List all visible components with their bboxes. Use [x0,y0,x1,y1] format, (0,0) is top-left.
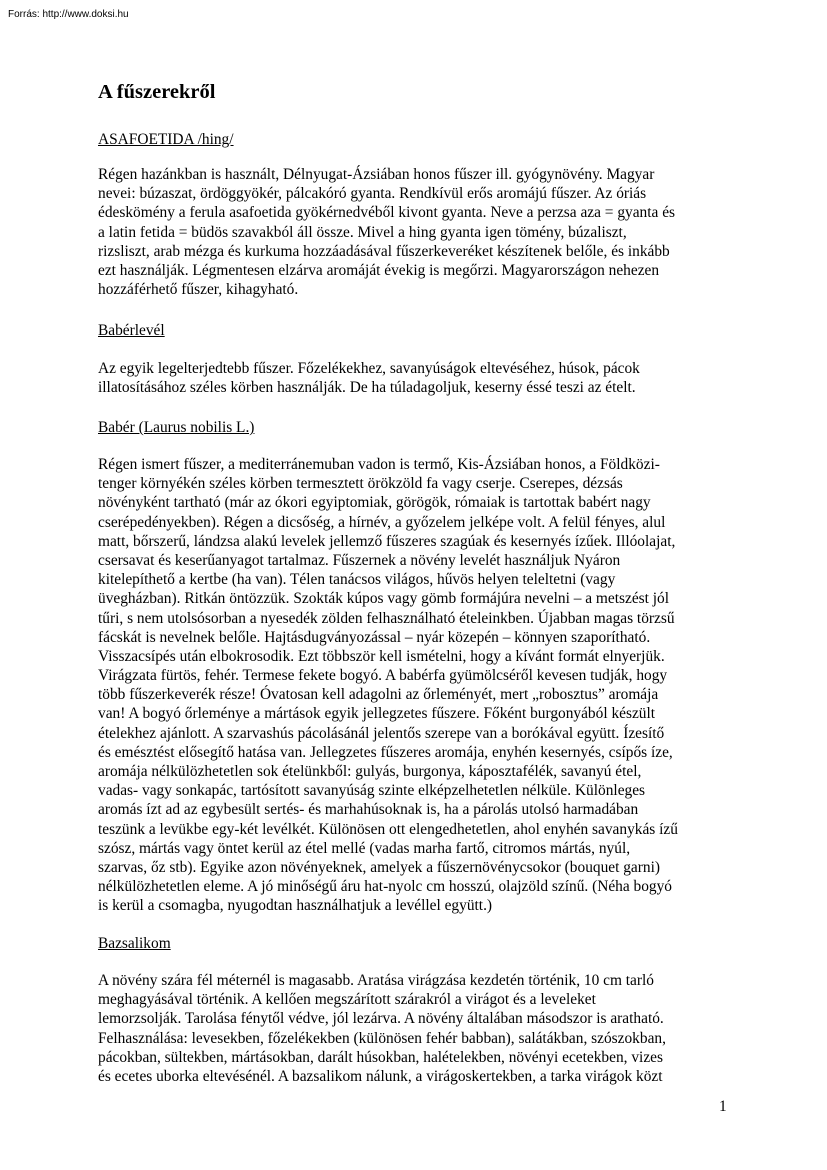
document-title: A fűszerekről [98,81,216,103]
section-body-baberlevel [98,359,640,397]
text-line: ételekhez ajánlott. A szarvashús pácolásánál jelentős szerepe van a borókával együtt. Ízesítő [98,724,665,742]
section-heading-baberlevel: Babérlevél [98,322,165,339]
text-line: vadas- vagy sonkapác, tartósított savanyúság szinte elképzelhetetlen nélküle. Különleges [98,782,646,800]
text-line: Visszacsípés után elbokrosodik. Ezt többször kell ismételni, hogy a kívánt formát elnyerjük. [98,647,665,665]
text-line: meghagyásával történik. A kellően megszárított szárakról a virágot és a leveleket [98,991,596,1009]
text-line: növényként tartható (már az ókori egyiptomiak, görögök, rómaiak is tartottak babért nagy [98,494,651,512]
section-body-laurus-nobilis [98,455,678,916]
text-line: csersavat és keserűanyagot tartalmaz. Fűszernek a növény levelét használjuk Nyáron [98,551,621,569]
section-heading-asafoetida: ASAFOETIDA /hing/ [98,131,234,148]
text-line: szarvas, őz stb). Egyike azon növényeknek, amelyek a fűszernövénycsokor (bouquet garni) [98,858,660,876]
text-line: szósz, mártás vagy öntet kerül az étel mellé (vadas marha fartő, citromos mártás, nyúl, [98,839,631,857]
page-number: 1 [719,1098,727,1115]
section-heading-laurus-nobilis: Babér (Laurus nobilis L.) [98,419,255,436]
text-line: Régen ismert fűszer, a mediterránemuban vadon is termő, Kis-Ázsiában honos, a Földközi- [98,456,660,473]
text-line: lemorzsolják. Tarolása fénytől védve, jól lezárva. A növény általában másodszor is aratható. [98,1010,664,1028]
source-label: Forrás: http://www.doksi.hu [8,9,129,20]
text-line: üvegházban). Ritkán öntözzük. Szokták kúpos vagy gömb formájúra nevelni – a metszést jól [98,590,670,608]
text-line: tenger környékén széles körben termesztett örökzöld fa vagy cserje. Cserepes, dézsás [98,475,623,493]
text-line: édeskömény a ferula asafoetida gyökérnedvéből kivont gyanta. Neve a perzsa aza = gyanta és [98,204,676,222]
text-line: a latin fetida = büdös szavakból áll össze. Mivel a hing gyanta igen tömény, búzaliszt, [98,223,627,241]
text-line: több fűszerkeverék része! Óvatosan kell adagolni az őrleményét, mert „robosztus” aromája [98,686,659,704]
text-line: hozzáférhető fűszer, kihagyható. [98,281,299,299]
text-line: fácskát is nevelnek belőle. Hajtásdugványozással – nyár közepén – könnyen szaporítható. [98,628,651,646]
text-line: Az egyik legelterjedtebb fűszer. Főzelékekhez, savanyúságok eltevéséhez, húsok, pácok [98,360,640,377]
text-line: rizsliszt, arab mézga és kurkuma hozzáadásával fűszerkeveréket készítenek belőle, és inkább [98,242,670,260]
section-heading-bazsalikom: Bazsalikom [98,935,171,952]
text-line: és ecetes uborka eltevésénél. A bazsalikom nálunk, a virágoskertekben, a tarka virágok közt [98,1067,663,1085]
section-body-asafoetida [98,165,675,299]
text-line: cserépedényekben). Régen a dicsőség, a hírnév, a győzelem jelképe volt. A felül fényes, alul [98,513,666,531]
text-line: aromás ízt ad az egybesült sertés- és marhahúsoknak is, ha a párolás utolsó harmadában [98,801,639,819]
text-line: matt, bőrszerű, lándzsa alakú levelek jellemző fűszeres szagúak és kesernyés ízűek. Illóolajat, [98,532,676,550]
text-line: illatosításához széles körben használják. De ha túladagoljuk, keserny éssé teszi az ételt. [98,379,636,397]
text-line: pácokban, sültekben, mártásokban, darált húsokban, halételekben, növényi ecetekben, vizes [98,1048,663,1066]
text-line: nélkülözhetetlen eleme. A jó minőségű áru hat-nyolc cm hosszú, olajzöld színű. (Néha bogyó [98,878,673,896]
text-line: és emésztést elősegítő hatása van. Jellegzetes fűszeres aromája, enyhén kesernyés, csípős íze, [98,743,673,761]
text-line: A növény szára fél méternél is magasabb. Aratása virágzása kezdetén történik, 10 cm tarló [98,972,654,989]
text-line: Régen hazánkban is használt, Délnyugat-Ázsiában honos fűszer ill. gyógynövény. Magyar [98,166,655,183]
text-line: van! A bogyó őrleménye a mártások egyik jellegzetes fűszere. Főként burgonyából készült [98,705,656,723]
section-body-bazsalikom [98,971,666,1086]
text-line: aromája nélkülözhetetlen sok ételünkből: gulyás, burgonya, káposztafélék, savanyú étel, [98,763,642,780]
text-line: Virágzata fürtös, fehér. Termese fekete bogyó. A babérfa gyümölcséről kevesen tudják, hogy [98,667,668,685]
text-line: is kerül a csomagba, nyugodtan használhatjuk a levéllel együtt.) [98,897,493,915]
text-line: teszünk a levükbe egy-két levélkét. Különösen ott elengedhetetlen, ahol enyhén savanykás ízű [98,820,678,838]
text-line: kitelepíthető a kertbe (ha van). Télen tanácsos világos, hűvös helyen teleltetni (vagy [98,571,616,589]
text-line: ezt használják. Légmentesen elzárva aromáját évekig is megőrzi. Magyarországon nehezen [98,261,660,279]
text-line: tűri, s nem utolsósorban a nyesedék zölden felhasználható ételeinkben. Újabban magas törzsű [98,609,675,627]
text-line: Felhasználása: levesekben, főzelékekben (különösen fehér babban), salátákban, szószokban, [98,1029,666,1047]
text-line: nevei: búzaszat, ördöggyökér, pálcakóró gyanta. Rendkívül erős aromájú fűszer. Az óriás [98,185,647,203]
